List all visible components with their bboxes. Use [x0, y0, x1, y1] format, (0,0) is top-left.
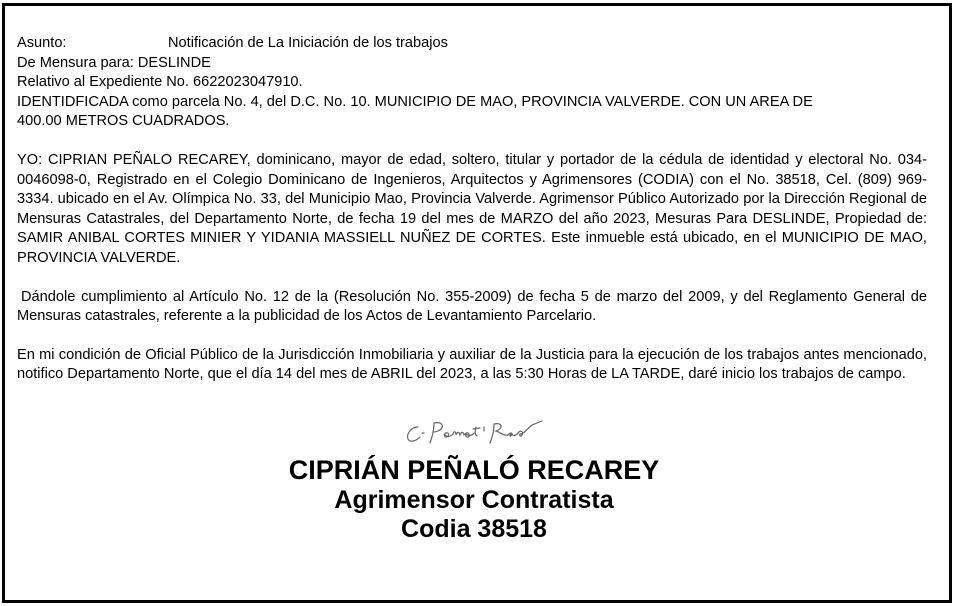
notice-body [17, 34, 927, 385]
mensura-line: De Mensura para: DESLINDE [17, 54, 211, 71]
legal-basis-paragraph: Dándole cumplimiento al Artículo No. 12 de la (Resolución No. 355-2009) de fecha 5 de marzo del 2009, y del Reglamento General de Mensuras catastrales, referente a la publicidad de los Actos de Levantamiento Parcelario. [17, 288, 927, 325]
declarant-paragraph: YO: CIPRIAN PEÑALO RECAREY, dominicano, mayor de edad, soltero, titular y portador de la cédula de identidad y electoral No. 034-0046098-0, Registrado en el Colegio Dominicano de Ingenieros, Arquitectos y Agrimensores (CODIA) con el No. 38518, Cel. (809) 969-3334. ubicado en el Av. Olímpica No. 33, del Municipio Mao, Provincia Valverde. Agrimensor Público Autorizado por la Dirección Regional de Mensuras Catastrales, del Departamento Norte, de fecha 19 del mes de MARZO del año 2023, Mesuras Para DESLINDE, Propiedad de: SAMIR ANIBAL CORTES MINIER Y YIDANIA MASSIELL NUÑEZ DE CORTES. Este inmueble está ubicado, en el MUNICIPIO DE MAO, PROVINCIA VALVERDE. [17, 151, 927, 266]
signer-name: CIPRIÁN PEÑALÓ RECAREY [288, 455, 660, 485]
asunto-value: Notificación de La Iniciación de los trabajos [168, 35, 448, 51]
signature-block [0, 455, 948, 544]
signer-title: Agrimensor Contratista [334, 486, 614, 514]
asunto-line [17, 34, 927, 54]
asunto-label: Asunto: [17, 35, 67, 51]
signer-codia: Codia 38518 [401, 515, 547, 543]
expediente-line: Relativo al Expediente No. 6622023047910. [17, 74, 303, 91]
notification-paragraph: En mi condición de Oficial Público de la Jurisdicción Inmobiliaria y auxiliar de la Justicia para la ejecución de los trabajos antes mencionado, notifico Departamento Norte, que el día 14 del mes de ABRIL del 2023, a las 5:30 Horas de LA TARDE, daré inicio los trabajos de campo. [17, 346, 927, 383]
identificada-line-2: 400.00 METROS CUADRADOS. [17, 113, 230, 130]
handwritten-signature [400, 415, 550, 451]
identificada-line-1: IDENTIDFICADA como parcela No. 4, del D.C. No. 10. MUNICIPIO DE MAO, PROVINCIA VALVERDE. CON UN AREA DE [17, 93, 813, 110]
